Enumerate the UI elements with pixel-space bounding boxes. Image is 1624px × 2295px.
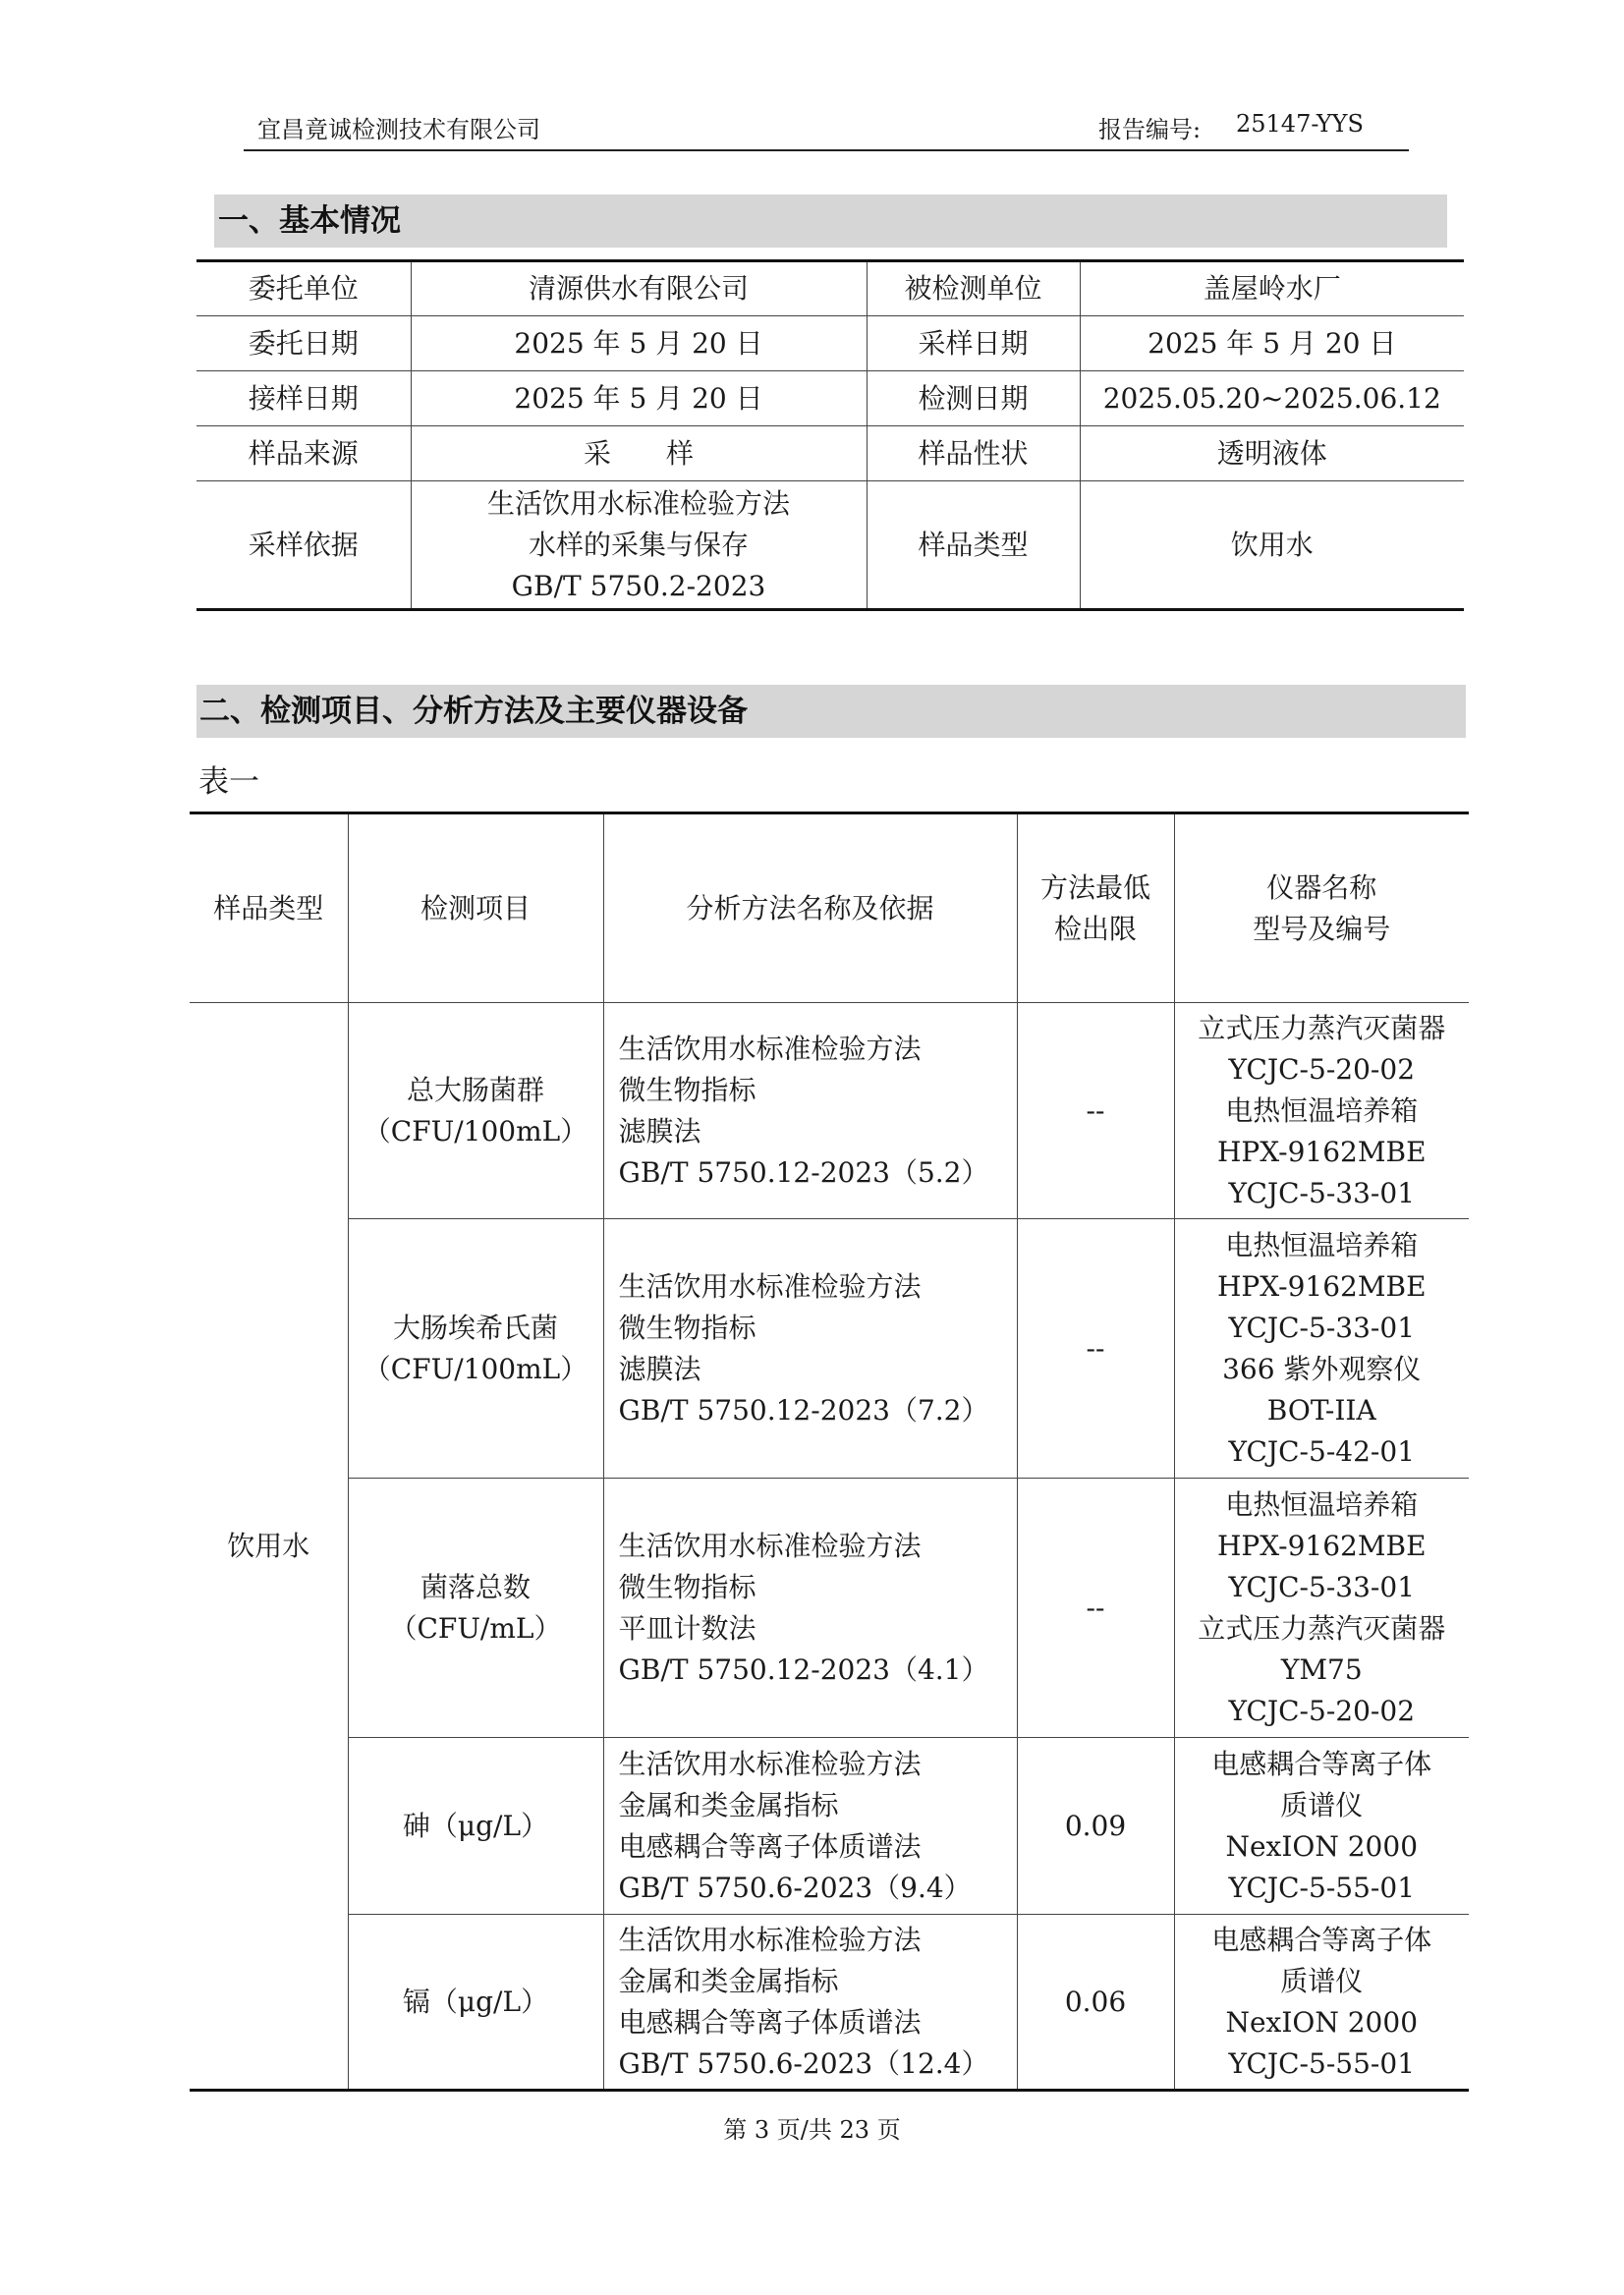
header-item: 检测项目 bbox=[348, 813, 603, 1003]
info-value: 2025 年 5 月 20 日 bbox=[411, 371, 867, 426]
info-value: 盖屋岭水厂 bbox=[1080, 261, 1464, 316]
method-cell: 生活饮用水标准检验方法 微生物指标 滤膜法 GB/T 5750.12-2023（5.2） bbox=[603, 1003, 1017, 1219]
table-row bbox=[190, 1003, 1469, 1219]
info-value: 2025.05.20~2025.06.12 bbox=[1080, 371, 1464, 426]
info-key: 样品性状 bbox=[867, 426, 1080, 481]
item-cell: 菌落总数 （CFU/mL） bbox=[348, 1479, 603, 1738]
limit-cell: 0.06 bbox=[1017, 1915, 1174, 2091]
company-name: 宜昌竟诚检测技术有限公司 bbox=[257, 116, 540, 143]
info-value: 饮用水 bbox=[1080, 481, 1464, 610]
instrument-cell: 电热恒温培养箱 HPX-9162MBE YCJC-5-33-01 立式压力蒸汽灭菌器 YM75 YCJC-5-20-02 bbox=[1174, 1479, 1469, 1738]
info-value: 2025 年 5 月 20 日 bbox=[1080, 316, 1464, 371]
info-value: 生活饮用水标准检验方法 水样的采集与保存 GB/T 5750.2-2023 bbox=[411, 481, 867, 610]
info-key: 检测日期 bbox=[867, 371, 1080, 426]
header-limit: 方法最低 检出限 bbox=[1017, 813, 1174, 1003]
instrument-cell: 电热恒温培养箱 HPX-9162MBE YCJC-5-33-01 366 紫外观察仪 BOT-IIA YCJC-5-42-01 bbox=[1174, 1219, 1469, 1479]
limit-cell: 0.09 bbox=[1017, 1738, 1174, 1915]
report-number: 25147-YYS bbox=[1236, 110, 1364, 138]
info-key: 样品来源 bbox=[196, 426, 411, 481]
info-row bbox=[196, 426, 1464, 481]
info-key: 样品类型 bbox=[867, 481, 1080, 610]
info-value: 透明液体 bbox=[1080, 426, 1464, 481]
page-number: 第 3 页/共 23 页 bbox=[723, 2116, 901, 2144]
info-value: 清源供水有限公司 bbox=[411, 261, 867, 316]
table-label: 表一 bbox=[198, 764, 259, 800]
info-key: 委托日期 bbox=[196, 316, 411, 371]
item-cell: 砷（μg/L） bbox=[348, 1738, 603, 1915]
info-row bbox=[196, 261, 1464, 316]
item-cell: 镉（μg/L） bbox=[348, 1915, 603, 2091]
table-row bbox=[190, 1219, 1469, 1479]
table-row bbox=[190, 1915, 1469, 2091]
header-method: 分析方法名称及依据 bbox=[603, 813, 1017, 1003]
method-cell: 生活饮用水标准检验方法 微生物指标 滤膜法 GB/T 5750.12-2023（7.2） bbox=[603, 1219, 1017, 1479]
method-cell: 生活饮用水标准检验方法 金属和类金属指标 电感耦合等离子体质谱法 GB/T 5750.6-2023（12.4） bbox=[603, 1915, 1017, 2091]
info-row bbox=[196, 371, 1464, 426]
method-cell: 生活饮用水标准检验方法 微生物指标 平皿计数法 GB/T 5750.12-2023（4.1） bbox=[603, 1479, 1017, 1738]
info-key: 接样日期 bbox=[196, 371, 411, 426]
table-row bbox=[190, 1479, 1469, 1738]
info-value: 2025 年 5 月 20 日 bbox=[411, 316, 867, 371]
header-instrument: 仪器名称 型号及编号 bbox=[1174, 813, 1469, 1003]
table-header-row bbox=[190, 813, 1469, 1003]
info-value: 采 样 bbox=[411, 426, 867, 481]
report-number-label: 报告编号: bbox=[1098, 116, 1202, 143]
info-row bbox=[196, 481, 1464, 610]
instrument-cell: 立式压力蒸汽灭菌器 YCJC-5-20-02 电热恒温培养箱 HPX-9162MBE YCJC-5-33-01 bbox=[1174, 1003, 1469, 1219]
limit-cell: -- bbox=[1017, 1219, 1174, 1479]
instrument-cell: 电感耦合等离子体 质谱仪 NexION 2000 YCJC-5-55-01 bbox=[1174, 1915, 1469, 2091]
info-key: 委托单位 bbox=[196, 261, 411, 316]
table-row bbox=[190, 1738, 1469, 1915]
basic-info-table bbox=[196, 259, 1464, 611]
limit-cell: -- bbox=[1017, 1479, 1174, 1738]
method-cell: 生活饮用水标准检验方法 金属和类金属指标 电感耦合等离子体质谱法 GB/T 5750.6-2023（9.4） bbox=[603, 1738, 1017, 1915]
limit-cell: -- bbox=[1017, 1003, 1174, 1219]
section2-title: 二、检测项目、分析方法及主要仪器设备 bbox=[196, 685, 1466, 738]
info-key: 被检测单位 bbox=[867, 261, 1080, 316]
info-key: 采样日期 bbox=[867, 316, 1080, 371]
section1-title: 一、基本情况 bbox=[214, 195, 1447, 248]
sample-type-cell: 饮用水 bbox=[190, 1003, 348, 2091]
item-cell: 总大肠菌群 （CFU/100mL） bbox=[348, 1003, 603, 1219]
instrument-cell: 电感耦合等离子体 质谱仪 NexION 2000 YCJC-5-55-01 bbox=[1174, 1738, 1469, 1915]
info-row bbox=[196, 316, 1464, 371]
info-key: 采样依据 bbox=[196, 481, 411, 610]
item-cell: 大肠埃希氏菌 （CFU/100mL） bbox=[348, 1219, 603, 1479]
header-sample-type: 样品类型 bbox=[190, 813, 348, 1003]
header-rule bbox=[244, 149, 1409, 151]
test-items-table bbox=[190, 812, 1469, 2092]
